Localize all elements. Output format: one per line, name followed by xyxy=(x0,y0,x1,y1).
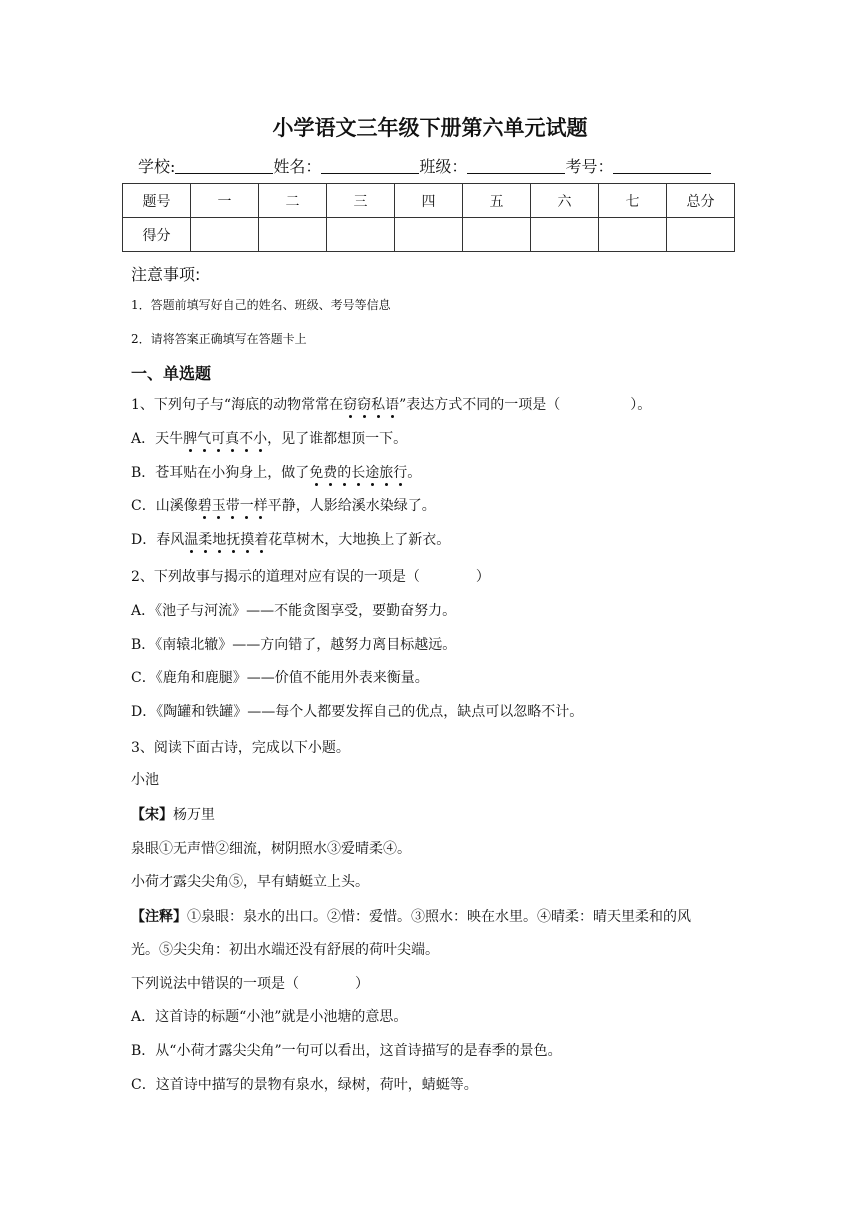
option-dotted xyxy=(184,532,268,548)
q1-stem-text: 1、下列句子与“海底的动物常常在 xyxy=(131,397,344,413)
emphasis-char: 行 xyxy=(393,465,408,481)
author-dynasty-tag: 【宋】 xyxy=(131,807,173,823)
q1-option-b[interactable] xyxy=(131,462,421,482)
emphasis-char: 地 xyxy=(212,532,227,548)
emphasis-char: 摸 xyxy=(240,532,255,548)
score-table-header-row xyxy=(123,184,735,218)
emphasis-char: 温 xyxy=(184,532,199,548)
q2-option-c[interactable]: C．《鹿角和鹿腿》——价值不能用外表来衡量。 xyxy=(131,670,429,686)
q3-option-a[interactable]: A．这首诗的标题“小池”就是小池塘的意思。 xyxy=(131,1009,408,1025)
q2-stem: 2、下列故事与揭示的道理对应有误的一项是（ ） xyxy=(131,569,490,585)
emphasis-char: 费 xyxy=(323,465,338,481)
option-text: ，见了谁都想顶一下。 xyxy=(267,431,408,447)
q1-option-c[interactable] xyxy=(131,495,436,515)
poem-notes xyxy=(131,906,691,926)
score-cell[interactable] xyxy=(191,218,259,252)
emphasis-char: 窃 xyxy=(343,397,358,413)
page-title: 小学语文三年级下册第六单元试题 xyxy=(272,116,588,140)
header-cell: 七 xyxy=(599,184,667,218)
header-cell: 一 xyxy=(191,184,259,218)
emphasis-char: 一 xyxy=(239,498,254,514)
emphasis-char: 着 xyxy=(254,532,269,548)
emphasis-char: 旅 xyxy=(379,465,394,481)
q3-stem: 3、阅读下面古诗，完成以下小题。 xyxy=(131,740,350,756)
score-cell[interactable] xyxy=(259,218,327,252)
notice-item: 2．请将答案正确填写在答题卡上 xyxy=(131,332,307,346)
q1-stem xyxy=(131,394,651,414)
emphasis-char: 玉 xyxy=(211,498,226,514)
emphasis-char: 不 xyxy=(239,431,254,447)
score-table-score-row xyxy=(123,218,735,252)
score-cell[interactable] xyxy=(531,218,599,252)
notice-item: 1．答题前填写好自己的姓名、班级、考号等信息 xyxy=(131,298,391,312)
poem-line-2: 小荷才露尖尖角⑤，早有蜻蜓立上头。 xyxy=(131,874,369,890)
option-text: 花草树木，大地换上了新衣。 xyxy=(268,532,451,548)
notes-tag: 【注释】 xyxy=(131,909,187,925)
emphasis-char: 柔 xyxy=(198,532,213,548)
emphasis-char: 的 xyxy=(337,465,352,481)
header-cell: 四 xyxy=(395,184,463,218)
poem-title: 小池 xyxy=(131,772,159,788)
poem-line-1: 泉眼①无声惜②细流，树阴照水③爱晴柔④。 xyxy=(131,841,411,857)
emphasis-char: 可 xyxy=(211,431,226,447)
section-heading-single-choice: 一、单选题 xyxy=(131,364,212,383)
q1-stem-text: ”表达方式不同的一项是（ ）。 xyxy=(399,397,652,413)
option-text: 。 xyxy=(407,465,422,481)
score-cell[interactable] xyxy=(599,218,667,252)
poem-author xyxy=(131,804,215,824)
option-dotted xyxy=(183,431,267,447)
emphasis-char: 带 xyxy=(225,498,240,514)
score-cell[interactable] xyxy=(463,218,531,252)
q2-option-d[interactable]: D．《陶罐和铁罐》——每个人都要发挥自己的优点，缺点可以忽略不计。 xyxy=(131,704,584,720)
school-blank[interactable] xyxy=(175,157,273,174)
name-label: 姓名： xyxy=(273,157,322,176)
name-blank[interactable] xyxy=(321,157,419,174)
score-cell[interactable] xyxy=(667,218,735,252)
class-label: 班级： xyxy=(419,157,468,176)
school-label: 学校: xyxy=(138,157,176,176)
emphasis-char: 私 xyxy=(371,397,386,413)
header-cell: 三 xyxy=(327,184,395,218)
header-cell: 六 xyxy=(531,184,599,218)
exam-no-label: 考号： xyxy=(565,157,614,176)
notes-text: ①泉眼：泉水的出口。②惜：爱惜。③照水：映在水里。④晴柔：晴天里柔和的风 xyxy=(187,909,691,925)
option-text: B．苍耳贴在小狗身上，做了 xyxy=(131,465,310,481)
emphasis-char: 长 xyxy=(351,465,366,481)
notice-heading: 注意事项: xyxy=(131,265,201,284)
emphasis-char: 碧 xyxy=(197,498,212,514)
score-cell[interactable] xyxy=(395,218,463,252)
q2-option-b[interactable]: B．《南辕北辙》——方向错了，越努力离目标越远。 xyxy=(131,637,457,653)
q1-option-d[interactable] xyxy=(131,529,450,549)
emphasis-char: 途 xyxy=(365,465,380,481)
option-text: 平静，人影给溪水染绿了。 xyxy=(267,498,436,514)
student-info-line xyxy=(138,154,711,177)
class-blank[interactable] xyxy=(467,157,565,174)
emphasis-char: 窃 xyxy=(357,397,372,413)
q1-stem-dotted xyxy=(343,397,399,413)
score-row-label: 得分 xyxy=(123,218,191,252)
header-cell: 题号 xyxy=(123,184,191,218)
score-cell[interactable] xyxy=(327,218,395,252)
emphasis-char: 真 xyxy=(225,431,240,447)
score-table xyxy=(122,183,735,252)
option-text: A．天牛 xyxy=(131,431,184,447)
emphasis-char: 小 xyxy=(253,431,268,447)
emphasis-char: 气 xyxy=(197,431,212,447)
header-cell: 总分 xyxy=(667,184,735,218)
q2-option-a[interactable]: A．《池子与河流》——不能贪图享受，要勤奋努力。 xyxy=(131,603,457,619)
emphasis-char: 脾 xyxy=(183,431,198,447)
header-cell: 五 xyxy=(463,184,531,218)
option-text: C．山溪像 xyxy=(131,498,198,514)
author-name: 杨万里 xyxy=(173,807,215,823)
option-text: D．春风 xyxy=(131,532,185,548)
q1-option-a[interactable] xyxy=(131,428,407,448)
exam-no-blank[interactable] xyxy=(613,157,711,174)
emphasis-char: 样 xyxy=(253,498,268,514)
emphasis-char: 语 xyxy=(385,397,400,413)
q3-option-b[interactable]: B．从“小荷才露尖尖角”一句可以看出，这首诗描写的是春季的景色。 xyxy=(131,1043,562,1059)
option-dotted xyxy=(309,465,407,481)
q3-sub-stem: 下列说法中错误的一项是（ ） xyxy=(131,976,369,992)
emphasis-char: 免 xyxy=(309,465,324,481)
emphasis-char: 抚 xyxy=(226,532,241,548)
poem-notes-cont: 光。⑤尖尖角：初出水端还没有舒展的荷叶尖端。 xyxy=(131,942,439,958)
option-dotted xyxy=(198,498,268,514)
q3-option-c[interactable]: C．这首诗中描写的景物有泉水，绿树，荷叶，蜻蜓等。 xyxy=(131,1077,478,1093)
header-cell: 二 xyxy=(259,184,327,218)
